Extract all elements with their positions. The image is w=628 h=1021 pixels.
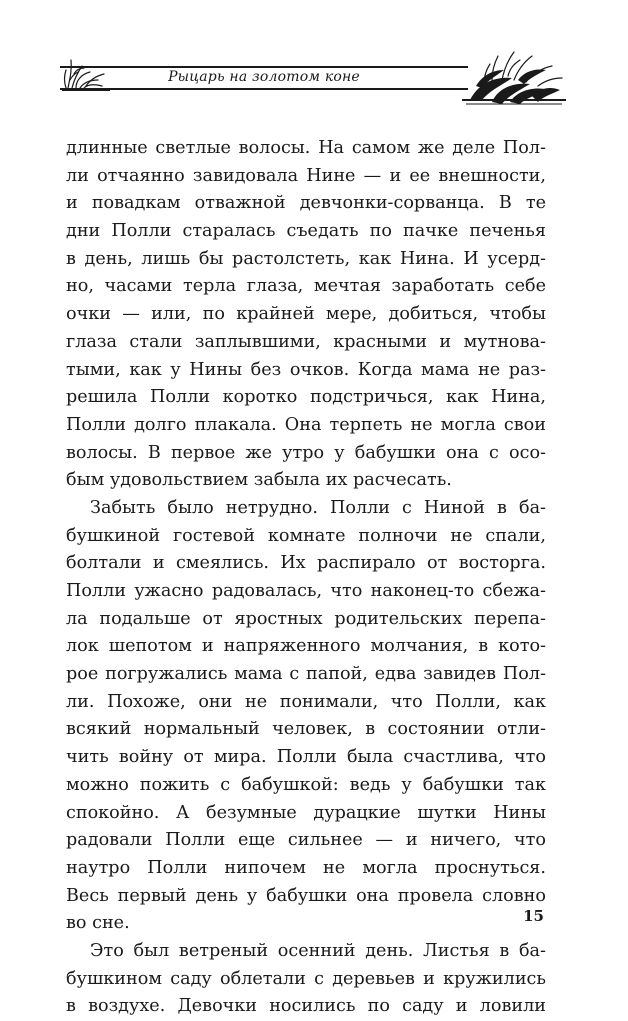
text-line: но, часами терла глаза, мечтая заработать себе <box>66 276 546 297</box>
text-line: лок шепотом и напряженного молчания, в кото- <box>66 636 546 657</box>
text-line: бушкином саду облетали с деревьев и кружились <box>66 968 546 989</box>
text-line: ли отчаянно завидовала Нине — и ее внешности, <box>66 165 546 186</box>
running-title: Рыцарь на золотом коне <box>168 69 360 85</box>
text-line-paragraph-end: бым удовольствием забыла их расчесать. <box>66 470 452 491</box>
text-line: чить войну от мира. Полли была счастлива, что <box>66 747 546 768</box>
text-line-paragraph-start: Забыть было нетрудно. Полли с Ниной в ба- <box>90 497 546 518</box>
text-line-paragraph-start: Это был ветреный осенний день. Листья в ба- <box>90 940 546 961</box>
foliage-ornament-right-icon <box>462 50 566 108</box>
text-line: длинные светлые волосы. На самом же деле Пол- <box>66 138 546 158</box>
page-number: 15 <box>523 907 544 925</box>
text-line: Весь первый день у бабушки она провела словно <box>66 885 546 906</box>
text-line: рое погружались мама с папой, едва завидев Пол- <box>66 664 546 685</box>
text-line: Полли ужасно радовалась, что наконец-то сбежа- <box>66 581 546 601</box>
text-line: волосы. В первое же утро у бабушки она с осо- <box>66 442 546 463</box>
text-line: и повадкам отважной девчонки-сорванца. В те <box>66 193 546 214</box>
text-line: спокойно. А безумные дурацкие шутки Нины <box>66 802 546 823</box>
text-line: радовали Полли еще сильнее — и ничего, что <box>66 830 546 851</box>
text-line: очки — или, по крайней мере, добиться, чтобы <box>66 304 546 325</box>
text-line: можно пожить с бабушкой: ведь у бабушки так <box>66 774 546 795</box>
text-line: глаза стали заплывшими, красными и мутнова- <box>66 331 546 352</box>
header-rule-bottom <box>60 88 468 90</box>
text-line: Полли долго плакала. Она терпеть не могла свои <box>66 414 546 435</box>
text-line: тыми, как у Нины без очков. Когда мама не раз- <box>66 359 546 380</box>
running-header <box>0 50 628 110</box>
text-line: решила Полли коротко подстричься, как Нина, <box>66 387 546 408</box>
text-line: наутро Полли нипочем не могла проснуться. <box>66 857 546 878</box>
text-line: дни Полли старалась съедать по пачке печенья <box>66 221 546 242</box>
text-line: болтали и смеялись. Их распирало от восторга. <box>66 553 546 574</box>
text-line: ли. Похоже, они не понимали, что Полли, как <box>66 691 546 712</box>
text-line: бушкиной гостевой комнате полночи не спали, <box>66 525 546 546</box>
text-line: ла подальше от яростных родительских перепа- <box>66 608 546 629</box>
body-text <box>66 135 546 1021</box>
text-line: в день, лишь бы растолстеть, как Нина. И усерд- <box>66 248 546 269</box>
text-line-paragraph-end: во сне. <box>66 913 130 934</box>
text-line: в воздухе. Девочки носились по саду и ловили <box>66 996 546 1017</box>
text-line: всякий нормальный человек, в состоянии отли- <box>66 719 546 740</box>
header-rule-top <box>60 66 468 68</box>
